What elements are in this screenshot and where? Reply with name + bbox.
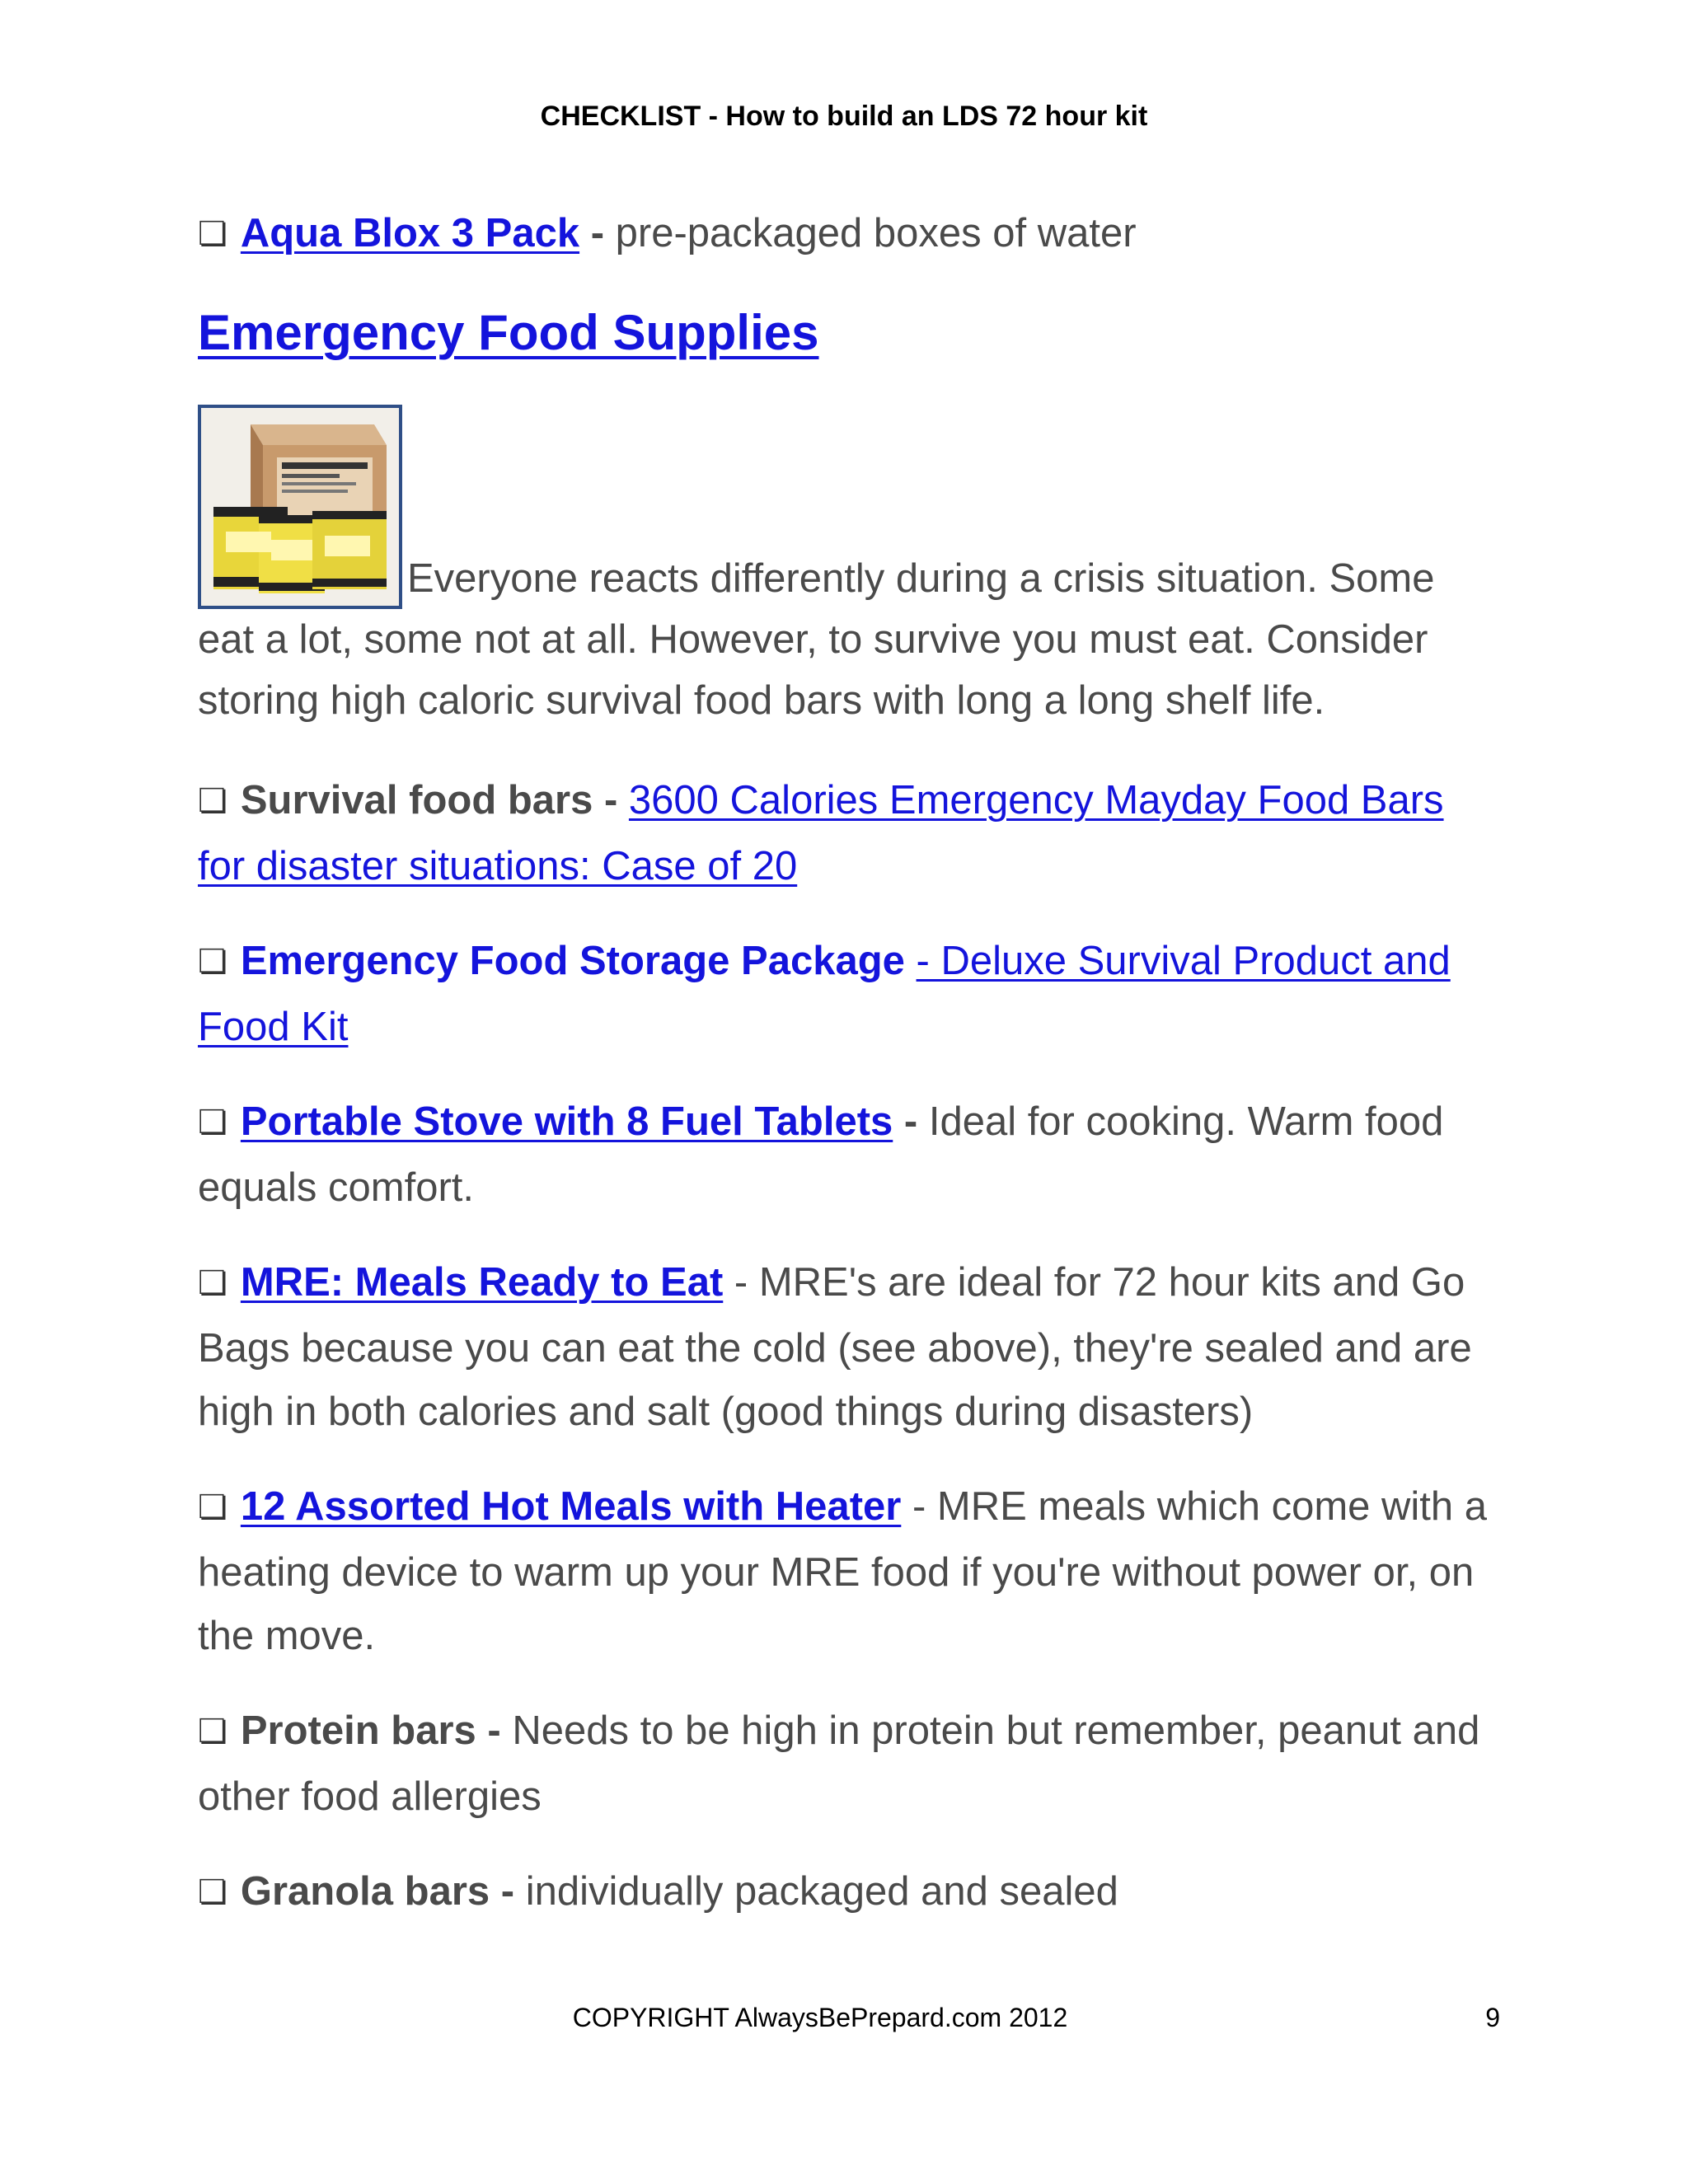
checklist-item-mre [198, 1251, 1496, 1444]
footer-copyright: COPYRIGHT AlwaysBePrepard.com 2012 [572, 2003, 1068, 2032]
checkbox-icon[interactable]: ❏ [198, 943, 227, 981]
aqua-blox-link[interactable]: Aqua Blox 3 Pack [240, 211, 580, 255]
food-ration-image[interactable] [198, 405, 402, 609]
checklist-item-aqua-blox [198, 202, 1496, 268]
intro-paragraph [198, 405, 1496, 731]
portable-stove-link[interactable]: Portable Stove with 8 Fuel Tablets [240, 1099, 893, 1144]
mayday-food-bars-link[interactable]: 3600 Calories Emergency Mayday Food Bars for disaster situations: Case of 20 [198, 778, 1444, 888]
item-label: Survival food bars [240, 778, 593, 823]
checkbox-icon[interactable]: ❏ [198, 1104, 227, 1141]
checklist-item-portable-stove [198, 1090, 1496, 1220]
page-content [198, 202, 1496, 1957]
mre-link[interactable]: MRE: Meals Ready to Eat [240, 1260, 724, 1305]
checkbox-icon[interactable]: ❏ [198, 1713, 227, 1750]
deluxe-survival-kit-link[interactable]: - Deluxe Survival Product and Food Kit [198, 939, 1451, 1049]
page-number: 9 [1485, 2003, 1500, 2032]
checklist-item-hot-meals [198, 1475, 1496, 1668]
checkbox-icon[interactable]: ❏ [198, 215, 227, 253]
checkbox-icon[interactable]: ❏ [198, 1488, 227, 1526]
page-header-title: CHECKLIST - How to build an LDS 72 hour kit [540, 101, 1148, 132]
separator: - [476, 1708, 513, 1753]
section-title-emergency-food[interactable]: Emergency Food Supplies [198, 305, 819, 360]
separator: - [490, 1869, 526, 1914]
item-description: individually packaged and sealed [525, 1869, 1118, 1914]
item-description: pre-packaged boxes of water [615, 211, 1137, 255]
checkbox-icon[interactable]: ❏ [198, 1264, 227, 1302]
separator: - [579, 211, 616, 255]
separator: - [893, 1099, 929, 1144]
item-description: Ideal for cooking. Warm food equals comfort. [198, 1099, 1444, 1210]
checklist-item-granola-bars [198, 1860, 1496, 1926]
item-description: - MRE meals which come with a heating device to warm up your MRE food if you're without power or, on the move. [198, 1484, 1488, 1658]
item-label: Protein bars [240, 1708, 476, 1753]
intro-text: Everyone reacts differently during a crisis situation. Some eat a lot, some not at all. However, to survive you must eat. Consider storing high caloric survival food bars with long a long shelf life. [198, 556, 1435, 723]
hot-meals-link[interactable]: 12 Assorted Hot Meals with Heater [240, 1484, 902, 1529]
item-description: - MRE's are ideal for 72 hour kits and Go Bags because you can eat the cold (see above), they're sealed and are high in both calories and salt (good things during disasters) [198, 1260, 1472, 1434]
checklist-item-protein-bars [198, 1699, 1496, 1829]
item-label: Granola bars [240, 1869, 490, 1914]
checkbox-icon[interactable]: ❏ [198, 1873, 227, 1911]
item-description: Needs to be high in protein but remember, peanut and other food allergies [198, 1708, 1480, 1819]
checklist-item-survival-food-bars [198, 769, 1496, 898]
food-ration-box-icon [201, 408, 399, 606]
item-label: Emergency Food Storage Package [240, 939, 905, 983]
checklist-item-food-storage-package [198, 930, 1496, 1059]
separator: - [593, 778, 629, 823]
checkbox-icon[interactable]: ❏ [198, 782, 227, 820]
